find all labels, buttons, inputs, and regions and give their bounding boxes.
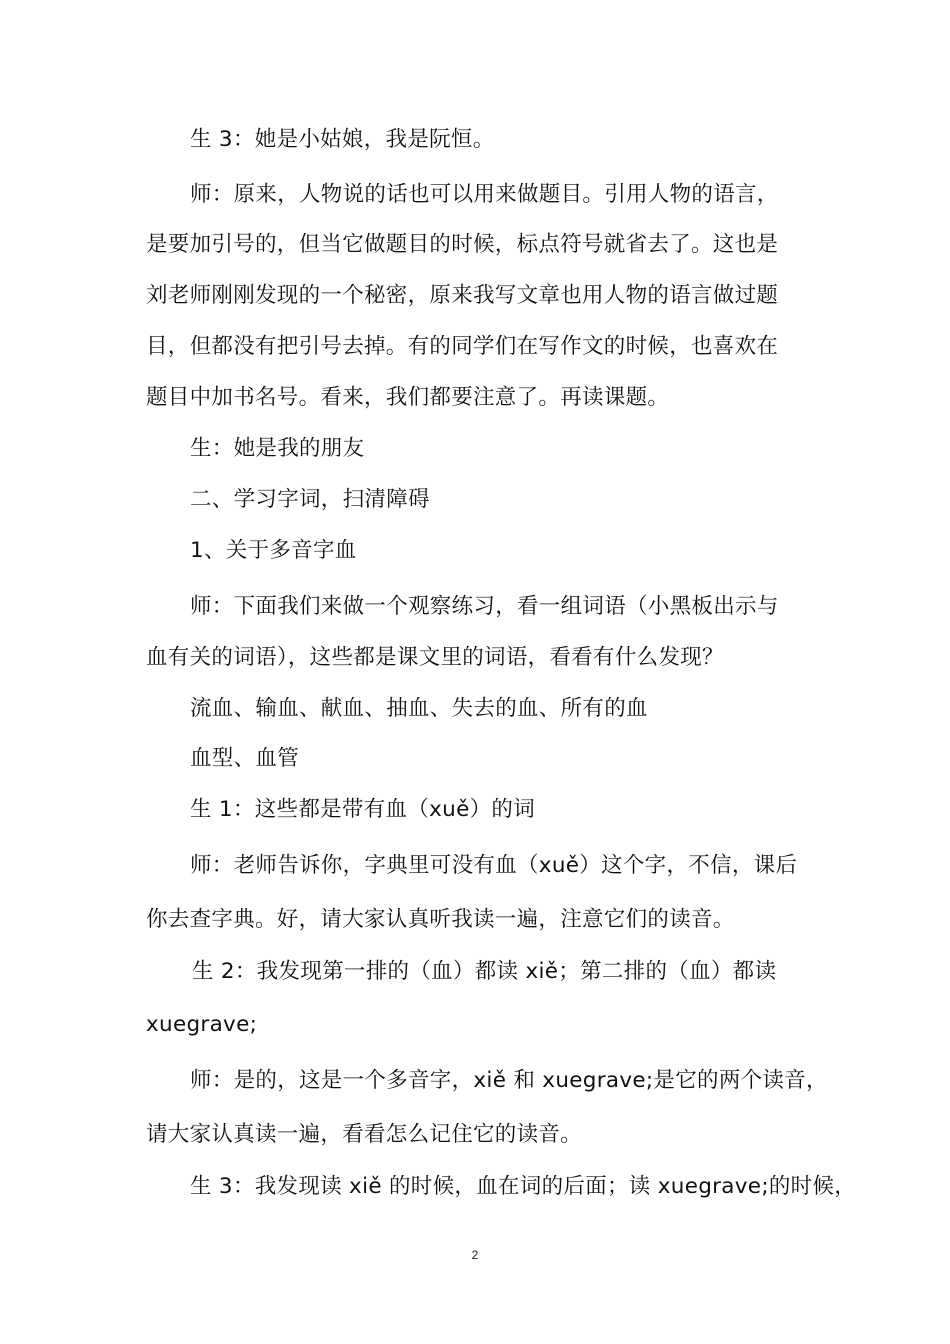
- paragraph-line: 生 1：这些都是带有血（xuě）的词: [190, 797, 535, 822]
- paragraph-line: 生：她是我的朋友: [190, 436, 365, 461]
- paragraph-line: 师：老师告诉你，字典里可没有血（xuě）这个字，不信，课后: [190, 853, 798, 878]
- paragraph-line: 生 3：她是小姑娘，我是阮恒。: [190, 127, 495, 152]
- paragraph-line: 请大家认真读一遍，看看怎么记住它的读音。: [146, 1122, 583, 1147]
- paragraph-line: 是要加引号的，但当它做题目的时候，标点符号就省去了。这也是: [146, 232, 779, 257]
- paragraph-line: 题目中加书名号。看来，我们都要注意了。再读课题。: [146, 385, 670, 410]
- paragraph-line: 目，但都没有把引号去掉。有的同学们在写作文的时候，也喜欢在: [146, 334, 779, 359]
- paragraph-line: 生 3：我发现读 xiě 的时候，血在词的后面；读 xuegrave;的时候，: [190, 1174, 857, 1199]
- page-number: 2: [471, 1248, 479, 1262]
- subsection-heading: 1、关于多音字血: [190, 538, 357, 563]
- paragraph-line: 血有关的词语），这些都是课文里的词语，看看有什么发现？: [146, 645, 724, 670]
- paragraph-line: 生 2：我发现第一排的（血）都读 xiě；第二排的（血）都读: [192, 959, 777, 984]
- paragraph-line: 你去查字典。好，请大家认真听我读一遍，注意它们的读音。: [146, 907, 735, 932]
- section-heading: 二、学习字词，扫清障碍: [190, 487, 430, 512]
- paragraph-line: 师：是的，这是一个多音字，xiě 和 xuegrave;是它的两个读音，: [190, 1068, 828, 1093]
- paragraph-line: xuegrave;: [146, 1012, 258, 1037]
- paragraph-line: 血型、血管: [190, 746, 300, 771]
- paragraph-line: 流血、输血、献血、抽血、失去的血、所有的血: [190, 696, 648, 721]
- paragraph-line: 师：原来，人物说的话也可以用来做题目。引用人物的语言，: [190, 182, 779, 207]
- paragraph-line: 刘老师刚刚发现的一个秘密，原来我写文章也用人物的语言做过题: [146, 283, 779, 308]
- paragraph-line: 师：下面我们来做一个观察练习，看一组词语（小黑板出示与: [190, 594, 779, 619]
